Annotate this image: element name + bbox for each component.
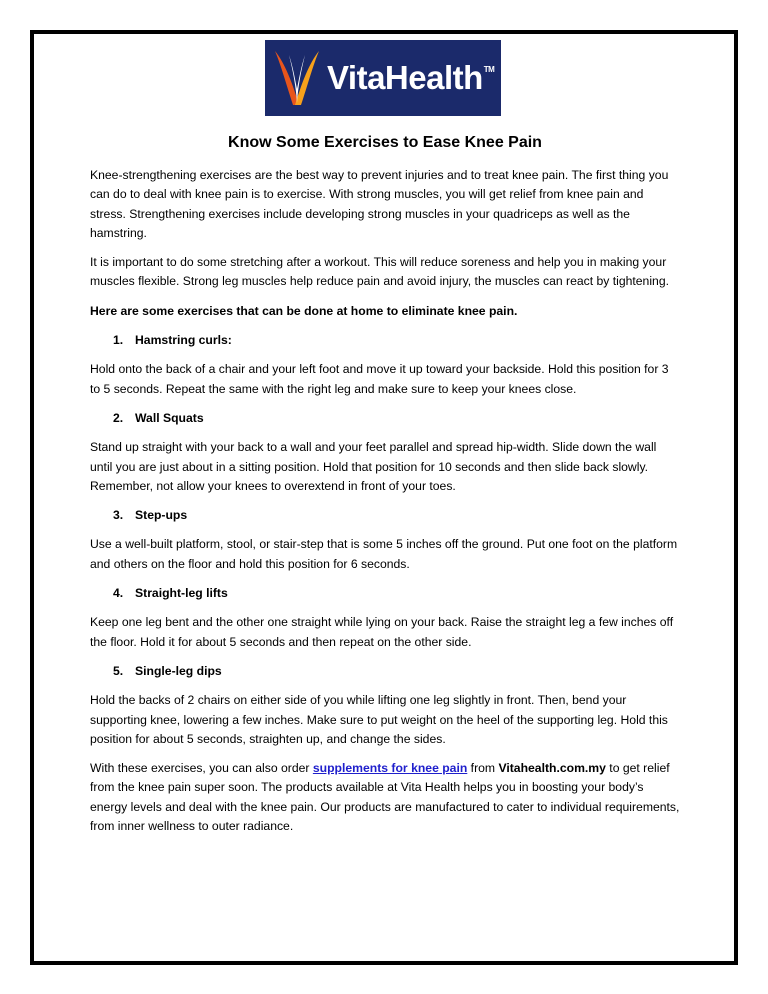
exercise-heading-5: 5. Single-leg dips: [113, 663, 222, 678]
exercise-description-4: Keep one leg bent and the other one straight while lying on your back. Raise the straight leg a few inches off the floor. Hold it for about 5 seconds and then repeat on the other side.: [90, 615, 674, 649]
exercise-description-2: Stand up straight with your back to a wall and your feet parallel and spread hip-width. Slide down the wall until you are just about in a sitting position. Hold that position for 10 seconds and then slide back slowly. Remember, not allow your knees to overextend in front of your toes.: [90, 440, 657, 493]
vitahealth-logo: [265, 40, 501, 116]
trademark-mark: TM: [483, 65, 495, 74]
site-name: Vitahealth.com.my: [498, 761, 606, 776]
exercise-heading-4: 4. Straight-leg lifts: [113, 586, 228, 601]
page-title: Know Some Exercises to Ease Knee Pain: [228, 134, 542, 151]
intro-paragraph-1: Knee-strengthening exercises are the best way to prevent injuries and to treat knee pain. The first thing you can do to deal with knee pain is to exercise. With strong muscles, you will get relief from knee pain and stress. Strengthening exercises include developing strong muscles in your quadriceps as well as the hamstring.: [90, 168, 669, 240]
exercise-heading-3: 3. Step-ups: [113, 508, 188, 523]
document-body: [90, 132, 680, 846]
exercises-heading: Here are some exercises that can be done at home to eliminate knee pain.: [90, 303, 518, 318]
exercise-heading-1: 1. Hamstring curls:: [113, 333, 232, 348]
exercise-heading-2: 2. Wall Squats: [113, 410, 204, 425]
exercise-description-5: Hold the backs of 2 chairs on either side of you while lifting one leg slightly in front. Then, bend your supporting knee, lowering a few inches. Make sure to put weight on the heel of the supporting leg. Hold this position for about 5 seconds, straighten up, and change the sides.: [90, 693, 668, 746]
logo-wordmark: VitaHealth™: [327, 59, 495, 96]
intro-paragraph-2: It is important to do some stretching after a workout. This will reduce soreness and help you in making your muscles flexible. Strong leg muscles help reduce pain and avoid injury, the muscles can react by tightening.: [90, 255, 669, 289]
vitahealth-v-mark-icon: [271, 45, 323, 111]
exercise-description-1: Hold onto the back of a chair and your left foot and move it up toward your backside. Hold this position for 3 to 5 seconds. Repeat the same with the right leg and make sure to keep your knees close.: [90, 362, 669, 396]
closing-paragraph: With these exercises, you can also order supplements for knee pain from Vitahealth.com.my to get relief from the knee pain super soon. The products available at Vita Health helps you in boosting your body’s energy levels and deal with the knee pain. Our products are manufactured to cater to individual requirements, from inner wellness to outer radiance.: [90, 761, 680, 834]
exercise-description-3: Use a well-built platform, stool, or stair-step that is some 5 inches off the ground. Put one foot on the platform and others on the floor and hold this position for 6 seconds.: [90, 537, 678, 571]
supplements-link[interactable]: supplements for knee pain: [312, 761, 468, 776]
